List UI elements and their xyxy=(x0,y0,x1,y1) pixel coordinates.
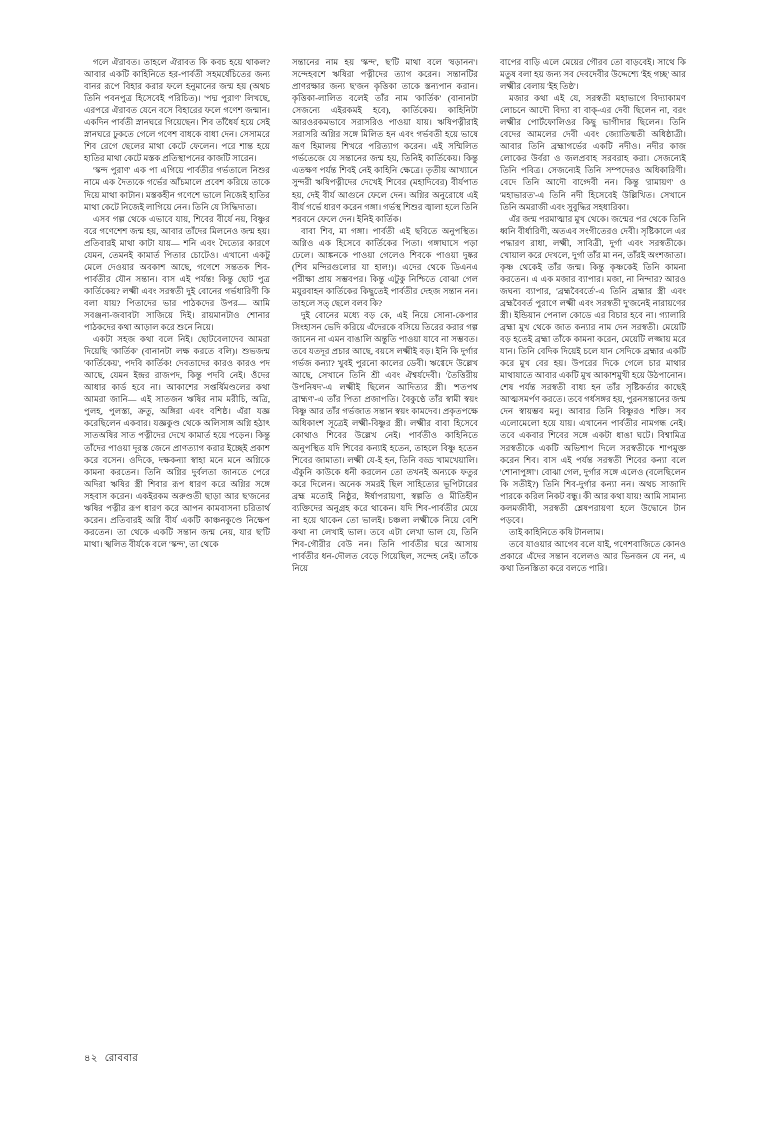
paragraph: একটা সহজ কথা বলে নিই। ছোটবেলাদেব আমরা দিয়েছি 'কার্তিক' (বানানটা লক্ষ করতে বলি)। শুভজন্ম 'কার্তিকেয়', পদবি কার্তিক! দেবতাদের কারও কারও পদ আছে, যেমন ইন্দ্রর রাজপদ, কিন্তু পদবি নেই। ওঁদের আধার কার্ড হবে না। আকাশের সপ্তর্ষিমণ্ডলের কথা আমরা জানি— এই সাতজন ঋষির নাম মরীচি, অত্রি, পুলহ, পুলস্ত্য, ক্রতু, অঙ্গিরা এবং বশিষ্ঠ। এঁরা যজ্ঞ করেছিলেন একবার। যজ্ঞকুণ্ড থেকে অলিসাঙ্গ অগ্নি হঠাৎ সাতঅষির সাত পত্নীদের দেখে কামার্ত হয়ে পড়েন। কিন্তু তাঁদের পাওয়া দূরস্ত জেনে প্রাণত্যাগ করার ইচ্ছেই প্রকাশ করে বসেন। ওদিকে, দক্ষকন্যা স্বাহা মনে মনে অগ্নিকে কামনা করতেন। তিনি অগ্নির দুর্বলতা জানতে পেরে অদিরা ঋষির স্ত্রী শিবার রূপ ধারণ করে অগ্নির সঙ্গে সহবাস করেন। একইরকম অরুণ্ডতী ছাড়া আর ছ'জনের ঋষির পত্নীর রূপ ধারণ করে আপন কামবাসনা চরিতার্থ করেন। প্রতিবারই অগ্নি বীর্য একটি কাঞ্চনকুণ্ডে নিক্ষেপ করতেন। তা থেকে একটি সন্তান জন্ম নেয়, যার ছ'টি মাথা। স্খলিত বীর্যকে বলে 'স্কন্দ', তা থেকে xyxy=(84,334,270,549)
paragraph: গলে ঐরাবত। তাহলে ঐরাবত কি কবচ হয়ে থাকল? আবার একটি কাহিনিতে হর-পার্বতী সহমর্ষেচিতের জন্য বানর রূপে বিহার করার ফলে হনুমানের জন্ম হয় (অথচ তিনি পবনপুত্র হিসেবেই পরিচিত)। 'পদ্ম পুরাণ' লিখছে, এরপরে ঐরাবত যেনে বসে বিহারের ফলে গণেশ জন্মান। একদিন পার্বতী স্নানঘরে গিয়েছেন। শিব তাঁধৈর্য হয়ে সেই স্নানঘরে ঢুকতে গেলে গণেশ বাধকে বাধা দেন। সেসামরে শিব রেগে ছেলের মাথা কেটে ফেলেন। পরে শান্ত হয়ে হাতির মাথা কেটে মস্তক প্রতিস্থাপনের কাজটি সারেন। xyxy=(84,57,270,164)
paragraph: দুই বোনের মধ্যে বড় কে, এই নিয়ে সোনা-কেপার সিংহাসন ভেদি করিয়ে এঁদেরকে বসিয়ে তিরের করার গল্প জানেন না এমন বাঙালি অন্তুতি পাওয়া যাবে না সম্ভবত। তবে যতদূর প্রচার আছে, বয়সে লক্ষ্মীই বড়। ইনি কি দুর্গার গর্ভজ কন্যা? খুবই পুরনো কালের ডেবী। ঋগ্বেদে উল্লেখ আছে, সেখানে তিনি শ্রী এবং ঐশ্বর্যদেবী। 'তৈত্তিরীয় উপনিষদ'-এ লক্ষ্মীই ছিলেন আদিত্যর স্ত্রী। 'শতপথ ব্রাহ্মণ'-এ তাঁর পিতা প্রজাপতি। বৈকুণ্ঠে তাঁর স্বামী স্বয়ং বিষ্ণু আর তাঁর গর্ভজাত সন্তান স্বয়ং কামদেব। প্রকৃতপক্ষে অধিকাংশ সূত্রেই লক্ষ্মী-বিষ্ণুর স্ত্রী। লক্ষ্মীর বাবা হিসেবে কোথাও শিবের উল্লেখ নেই। পার্বতীও কাহিনিতে অনুপস্থিত যদি শিবের কন্যাই হতেন, তাহলে বিষ্ণু হতেন শিবের জামাতা। লক্ষ্মী যে-ই হন, তিনি বড্ড খামখেয়ালি। এঁকুনি কাউকে ধনী করলেন তো তখনই অন্যকে ফতুর করে দিলেন। অনেক সমরই ছিল সাহিত্যের ভূপিটারের ব্রহ্ম মতোই নিষ্ঠুর, ঈর্ষাপরায়ণা, স্বল্পতি ও মীতিহীন ব্যক্তিদের অনুগ্রহ করে থাকেন। যদি শিব-পার্বতীর মেয়ে না হয়ে থাকেন তো ভালই। চঞ্চলা লক্ষ্মীকে নিয়ে বেশি কথা না লেখাই ভাল। তবে এটা লেখা ভাল যে, তিনি শিব-গৌরীর বেউ নন। তিনি পার্বতীর ঘরে আসায় পার্বতীর ধন-দৌলত বেড়ে গিয়েছিল, সন্দেহ নেই। তাঁকে নিয়ে xyxy=(292,309,478,573)
paragraph: বাবা শিব, মা গঙ্গা। পার্বতী এই ছবিতে অনুপস্থিত। অগ্নিও এক হিসেবে কার্তিকের পিতা। গঙ্গাঘাসে পড়া ঢেলে। আঙ্কনকে পাওয়া গেলেও শিবকে পাওয়া দুষ্কর (শিব মন্দিরগুলোর যা হাল!)। এদের থেকে ডিএনএ পরীক্ষা প্রায় সম্ভবপর। কিন্তু এটুকু নিশ্চিতে বোঝা গেল মযুরবাহন কার্তিকের কিছুতেই পার্বতীর দেহজ সন্তান নন। তাহলে সত্ ছেলে বলব কি? xyxy=(292,225,478,308)
paragraph: বাপের বাড়ি এলে মেয়ের গৌরব তো বাড়বেই। সাথে কি মতুষ বলা হয় জন্য সব দেবদেবীর উদ্দেশ্যে 'ইহ গচ্ছ' আর লক্ষ্মীর বেলায় 'ইহ তিষ্ঠ'। xyxy=(500,57,686,92)
paragraph: সন্তানের নাম হয় 'স্কন্দ', ছ'টি মাথা বলে 'ষড়ানন'। সন্দেহবশে ঋষিরা পত্নীদের ত্যাগ করেন। সন্তানটির প্রাণরক্ষার জন্য ছ'জন কৃত্তিকা তাকে স্তন্যপান করান। কৃত্তিকা-লালিত বলেই তাঁর নাম 'কার্তিক' (বানানটা সেজন্যে এইরকমই হবে), কার্তিকেয়। কাহিনিটা আরওরকমভাবে সরাসরিও পাওয়া যায়। ঋষিপত্নীরাই সরাসরি অগ্নির সঙ্গে মিলিত হন এবং গর্ভবতী হয়ে ভাষে ভ্রূণ হিমালয় শিখরে পরিত্যাগ করেন। এই সম্মিলিত গর্ভতেজে যে সন্তানের জন্ম হয়, তিনিই কার্তিকেয়। কিন্তু এতক্ষণ পর্যন্ত শিবই নেই কাহিনি ক্ষেত্রে। তৃতীয় আখ্যানে সুন্দরী ঋষিপত্নীদের দেখেই শিবের (মহাদিবের) বীর্যপাত হয়, দেই বীর্য আগুনে ফেলে দেন। অগ্নির অনুরোধে এই বীর্য গর্ভে ধারণ করেন গঙ্গা। গর্ভস্থ শিশুর জ্বালা হলে তিনি শরবনে ফেলে দেন। ইনিই কার্তিক। xyxy=(292,57,478,224)
page-footer xyxy=(84,1051,384,1068)
paragraph: 'স্কন্দ পুরাণ' এক পা এগিয়ে পার্বতীর গর্ভতালে নিশুর নামে এক দৈত্যকে গর্ভের আঁচমালে প্রবেশ করিয়ে তাকে দিয়ে মাথা কাটান। মস্তকহীন গণেশে ভালে নিজেই হাতির মাথা কেটে নিজেই লাগিয়ে নেন। তিনি যে সিদ্ধিদাতা। xyxy=(84,165,270,212)
paragraph: মজার কথা এই যে, সরস্বতী মহাভাগে বিদ্যাকামণ লোচনে আদৌ বিদ্যা বা বাক্-এর দেবী ছিলেন না, বরং লক্ষ্মীর পোর্টফোলিওর কিছু ভাগীদার ছিলেন। তিনি বেদের আমলের দেবী এবং জ্যোতিষ্মতী অধিষ্ঠাত্রী। আবার তিনি ব্রহ্মাগর্ভের একটি নদীও। নদীর কাজ লোকের উর্বরা ও জলপ্রবাহ সরবরাহ করা। সেজন্যেই তিনি পবিত্র। সেজন্যেই তিনি সম্পদেরও অধিকারিণী। বেদে তিনি আদৌ বাগ্দেবী নন। কিন্তু 'রামায়ণ' ও 'মহাভারত'-এ তিনি নদী হিসেবেই উল্লিখিত। সেখানে তিনি অমরাজী এবং সুবুদ্ধির সহধারিকা। xyxy=(500,93,686,212)
article-columns xyxy=(84,56,686,1031)
publication-name: রোববার xyxy=(104,1053,139,1064)
page-number: ৪২ xyxy=(84,1053,98,1064)
text-column-1 xyxy=(84,56,270,1031)
paragraph: এসব গল্প থেকে এভাবে যায়, শিবের বীর্যে নয়, বিষ্ণুর বরে গণেশেশ জন্ম হয়, আবার তাঁদের মিলনেও জন্ম হয়। প্রতিবারই মাথা কাটা যায়— শনি এবং দৈত্যের কারণে যেমন, তেমনই কামার্ত পিতার চোটেও। এখানো একটু মেলে দেওয়ার অবকাশ আছে, গণেশে সন্ততক শিব-পার্বতীর যৌন সন্তান। বাস এই পর্যন্ত! কিন্তু ছোট পুত্র কার্তিকেয়? লক্ষ্মী এবং সরস্বতী দুই বোনের গর্ভধারিণী কি বলা যায়? পিতাদের ভার পাঠকদের উপর— আমি সবঞ্জনা-জবাবটা সাজিয়ে দিই। রায়মানটাও শোনার পাঠকদের কথা আড়াল করে শুনে নিয়ে। xyxy=(84,213,270,333)
paragraph: তাই কাহিনিতে কষি টানলাম। xyxy=(509,526,604,537)
paragraph: তবে যাওয়ার আগেব বলে যাই, গণেশবাজিতে কোনও প্রকারে এঁদের সন্তান বলেলও আর ভিনজন যে নন, এ কথা তিনস্তিতা করে বলতে পারি। xyxy=(500,538,686,573)
text-column-2 xyxy=(292,56,478,1031)
paragraph: এঁর জন্ম পরমাত্মার মুখ থেকে। জন্মের পর থেকে তিনি ধ্বনি বীর্ধারিণী, অতএব সংগীতেরও দেবী। সৃষ্টিকালে এর পদ্ধারণ রাধা, লক্ষ্মী, সাবিত্রী, দুর্গা এবং সরস্বতীকে। খোয়াল করে দেখলে, দুর্গা তাঁর মা নন, তাঁরই অংশজাতা। কৃষ্ণ থেকেই তাঁর জন্ম। কিন্তু কৃষ্ণকেই তিনি কামনা করতেন। এ এক মজার ব্যাপার। মজা, না নিন্দার? আরও জঘন্য ব্যাপার, 'ব্রহ্মবৈবর্তে'-এ তিনি ব্রহ্মার স্ত্রী এবং ব্রহ্মবৈবর্ত পুরাণে লক্ষ্মী এবং সরস্বতী দু'জনেই নারায়ণের স্ত্রী। ইন্ডিয়ান পেনাল কোডে এর বিচার হবে না। গ্যালারি ব্রহ্মা মুখ থেকে জাত কন্যার নাম দেন সরস্বতী। মেয়েটি বড় হতেই ব্রহ্মা তাঁকে কামনা করেন, মেয়েটি লজ্জায় মরে যান। তিনি বেদিক দিয়েই চলে যান সেদিকে ব্রহ্মার একটি করে মুখ বের হয়। উপরের দিকে গেলে চার মাথার মাথাযাতে আবার একটি মুখ আকাশমুখী হয়ে উঠপানোন। শেষ পর্যন্ত সরস্বতী বাধ্য হন তাঁর সৃষ্টিকর্তার কাছেই আত্মসমর্পণ করতে। তবে গর্ধসঙ্গর হয়, পুরনসন্তানের জন্ম দেন স্বায়ম্ভব মনু। আবার তিনি বিষ্ণুরও শক্তি। সব এলোমেলো হয়ে যায়। এখানেন পার্বতীর নামগন্ধ নেই। তবে একবার শিবের সঙ্গে একটা ধাঙা ঘটে। বিশ্বামিত্র সরস্বতীকে একটি অভিশাপ দিলে সরস্বতীকে শাপমুক্ত করেন শিব। বাস এই পর্যন্ত সরস্বতী শিবের কন্যা বলে 'শোনাপুঙ্গা'। বোঝা গেল, দুর্গার সঙ্গে এলেও (বলেছিলেন কি সতীই?) তিনি শিব-দুর্গার কন্যা নন। অথচ সাজাদি পারকে করিল নিকট বন্ধু। কী আর কথা যায়! আমি সামান্য কলমজীবী, সরস্বতী শ্লেষপরায়ণা হলে উদ্বোনে টান পড়বে। xyxy=(500,213,686,525)
text-column-3 xyxy=(500,56,686,1031)
